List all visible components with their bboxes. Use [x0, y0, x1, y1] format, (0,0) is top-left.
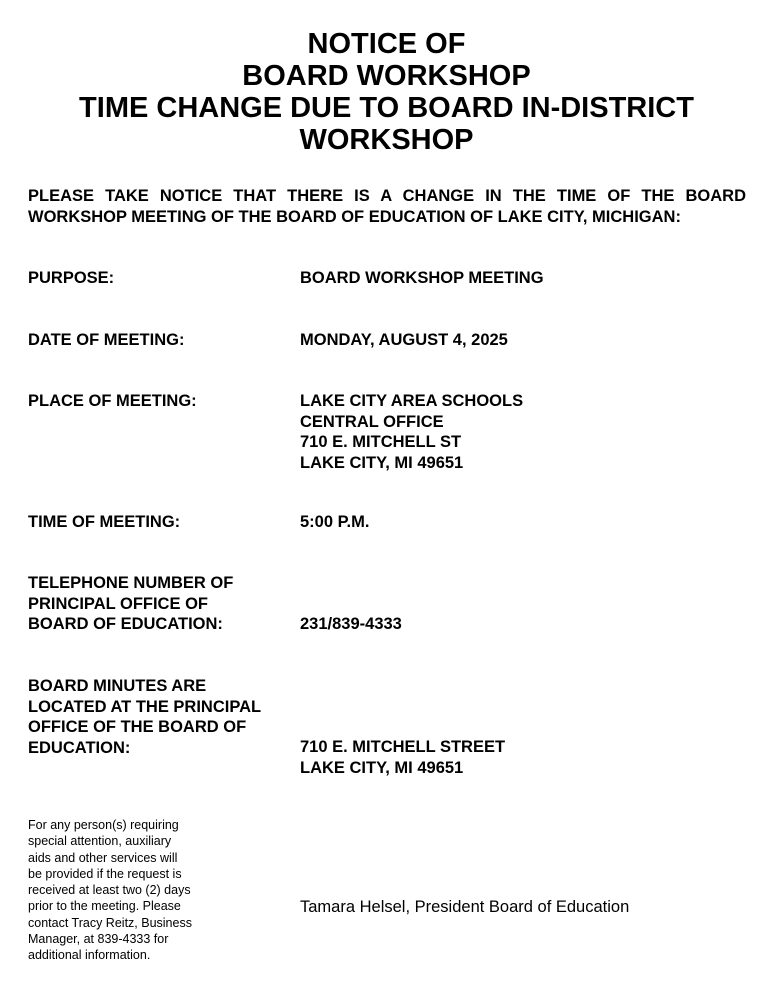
place-line: CENTRAL OFFICE — [300, 412, 444, 431]
footnote-line: be provided if the request is — [28, 866, 182, 881]
time-label: TIME OF MEETING: — [28, 513, 181, 531]
title-line: BOARD WORKSHOP — [242, 60, 531, 92]
minutes-address — [300, 737, 505, 778]
minutes-label-line: EDUCATION: — [28, 738, 131, 757]
intro-paragraph: PLEASE TAKE NOTICE THAT THERE IS A CHANGE IN THE TIME OF THE BOARD WORKSHOP MEETING OF THE BOARD OF EDUCATION OF LAKE CITY, MICHIGAN: — [28, 187, 746, 226]
place-line: LAKE CITY AREA SCHOOLS — [300, 392, 524, 410]
minutes-address-line: 710 E. MITCHELL STREET — [300, 738, 506, 756]
purpose-value: BOARD WORKSHOP MEETING — [300, 269, 544, 287]
date-label: DATE OF MEETING: — [28, 331, 185, 349]
signature-line: Tamara Helsel, President Board of Education — [300, 898, 630, 916]
place-line: LAKE CITY, MI 49651 — [300, 453, 464, 472]
minutes-label-line: OFFICE OF THE BOARD OF — [28, 718, 247, 736]
minutes-label — [28, 676, 261, 758]
telephone-label-line: BOARD OF EDUCATION: — [28, 615, 223, 633]
minutes-label-line: LOCATED AT THE PRINCIPAL — [28, 697, 262, 716]
minutes-label-line: BOARD MINUTES ARE — [28, 677, 207, 695]
place-address — [300, 391, 523, 473]
footnote-line: prior to the meeting. Please — [28, 899, 181, 914]
footnote-line: received at least two (2) days — [28, 883, 191, 898]
place-line: 710 E. MITCHELL ST — [300, 433, 462, 451]
footnote-line: Manager, at 839-4333 for — [28, 932, 169, 947]
footnote-line: special attention, auxiliary — [28, 834, 172, 849]
title-line: NOTICE OF — [307, 28, 466, 60]
title-line: WORKSHOP — [299, 124, 474, 156]
footnote-line: contact Tracy Reitz, Business — [28, 915, 192, 930]
footnote-line: additional information. — [28, 948, 151, 963]
accessibility-footnote — [28, 817, 228, 964]
telephone-label — [28, 573, 233, 635]
footnote-line: For any person(s) requiring — [28, 818, 179, 832]
minutes-address-line: LAKE CITY, MI 49651 — [300, 758, 464, 777]
footnote-line: aids and other services will — [28, 850, 178, 865]
time-value: 5:00 P.M. — [300, 513, 370, 531]
telephone-value: 231/839-4333 — [300, 615, 402, 633]
title-line: TIME CHANGE DUE TO BOARD IN-DISTRICT — [79, 92, 694, 124]
place-label: PLACE OF MEETING: — [28, 392, 197, 410]
telephone-label-line: PRINCIPAL OFFICE OF — [28, 594, 208, 613]
purpose-label: PURPOSE: — [28, 269, 115, 287]
date-value: MONDAY, AUGUST 4, 2025 — [300, 331, 508, 349]
telephone-label-line: TELEPHONE NUMBER OF — [28, 574, 234, 592]
notice-title — [0, 28, 773, 156]
